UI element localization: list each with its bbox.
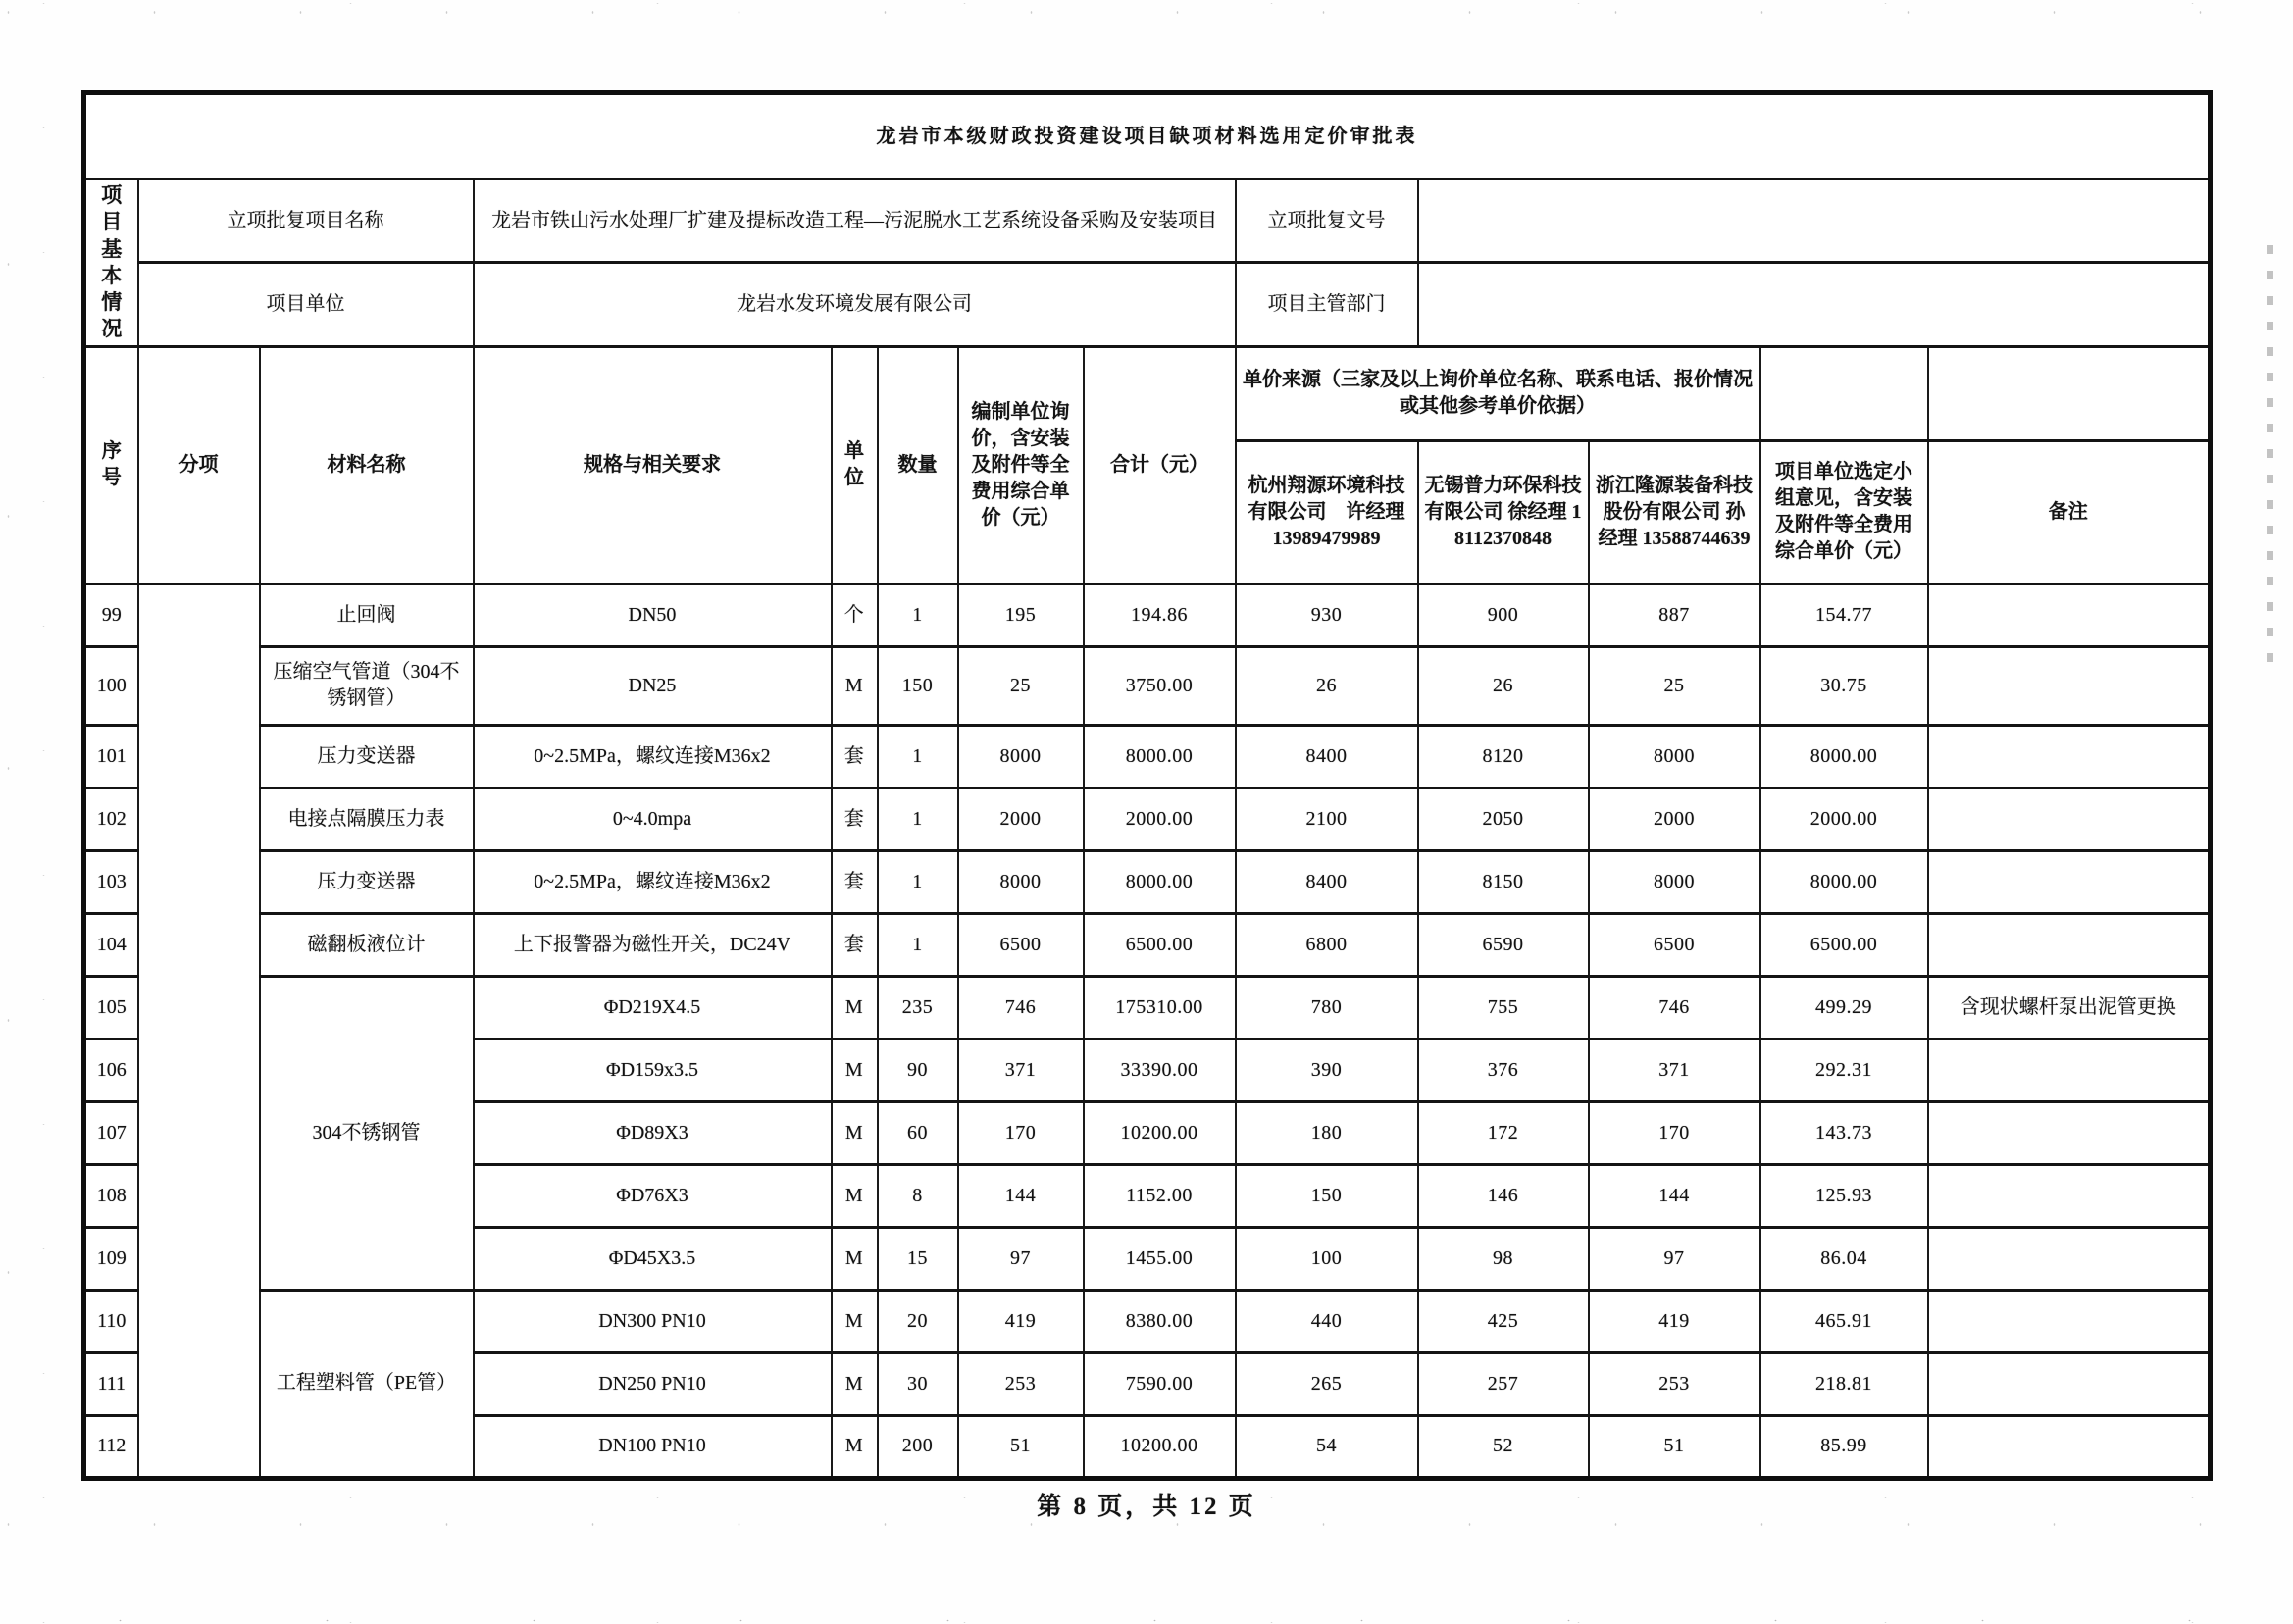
remark-cell [1928,1227,2211,1290]
inquiry-price-cell: 419 [958,1290,1084,1352]
spec-cell: ΦD76X3 [474,1164,832,1227]
unit-cell: 套 [832,850,878,913]
vendor1-price-cell: 8400 [1236,725,1418,787]
approval-form-table [81,90,2213,1481]
selected-price-cell: 6500.00 [1760,913,1928,976]
vendor1-price-cell: 54 [1236,1415,1418,1478]
vendor2-price-cell: 900 [1418,584,1589,646]
info-label-project-name: 立项批复项目名称 [138,179,474,263]
selected-price-cell: 86.04 [1760,1227,1928,1290]
row-seq: 99 [84,584,138,646]
remark-cell [1928,1164,2211,1227]
vendor3-price-cell: 746 [1589,976,1760,1039]
total-cell: 8380.00 [1084,1290,1236,1352]
header-vendor3: 浙江隆源装备科技股份有限公司 孙经理 13588744639 [1589,440,1760,584]
remark-cell [1928,850,2211,913]
qty-cell: 30 [878,1352,958,1415]
unit-cell: M [832,1415,878,1478]
inquiry-price-cell: 195 [958,584,1084,646]
unit-cell: M [832,1101,878,1164]
row-seq: 109 [84,1227,138,1290]
table-row [84,787,2211,850]
unit-cell: M [832,1227,878,1290]
vendor1-price-cell: 265 [1236,1352,1418,1415]
vendor2-price-cell: 172 [1418,1101,1589,1164]
row-seq: 105 [84,976,138,1039]
inquiry-price-cell: 97 [958,1227,1084,1290]
vendor3-price-cell: 8000 [1589,725,1760,787]
header-selected-price: 项目单位选定小组意见，含安装及附件等全费用综合单价（元） [1760,440,1928,584]
total-cell: 194.86 [1084,584,1236,646]
vendor1-price-cell: 8400 [1236,850,1418,913]
table-row [84,913,2211,976]
vendor3-price-cell: 2000 [1589,787,1760,850]
remark-cell [1928,584,2211,646]
vendor1-price-cell: 780 [1236,976,1418,1039]
selected-price-cell: 85.99 [1760,1415,1928,1478]
header-seq: 序号 [84,346,138,584]
inquiry-price-cell: 25 [958,646,1084,725]
vendor3-price-cell: 253 [1589,1352,1760,1415]
header-remark-spacer [1928,346,2211,440]
qty-cell: 1 [878,725,958,787]
vendor2-price-cell: 257 [1418,1352,1589,1415]
header-remark: 备注 [1928,440,2211,584]
total-cell: 10200.00 [1084,1415,1236,1478]
header-unit: 单位 [832,346,878,584]
header-selected-spacer [1760,346,1928,440]
header-qty: 数量 [878,346,958,584]
material-name-cell-merged: 工程塑料管（PE管） [260,1290,474,1478]
vendor1-price-cell: 100 [1236,1227,1418,1290]
material-name-cell-merged: 304不锈钢管 [260,976,474,1290]
header-category: 分项 [138,346,260,584]
inquiry-price-cell: 170 [958,1101,1084,1164]
page-number-footer: 第 8 页，共 12 页 [1037,1494,1256,1520]
unit-cell: M [832,1039,878,1101]
inquiry-price-cell: 144 [958,1164,1084,1227]
vendor2-price-cell: 376 [1418,1039,1589,1101]
qty-cell: 15 [878,1227,958,1290]
vendor3-price-cell: 144 [1589,1164,1760,1227]
total-cell: 1455.00 [1084,1227,1236,1290]
spec-cell: DN100 PN10 [474,1415,832,1478]
inquiry-price-cell: 51 [958,1415,1084,1478]
table-row [84,725,2211,787]
spec-cell: ΦD219X4.5 [474,976,832,1039]
total-cell: 1152.00 [1084,1164,1236,1227]
material-name-cell: 磁翻板液位计 [260,913,474,976]
row-seq: 103 [84,850,138,913]
total-cell: 3750.00 [1084,646,1236,725]
vendor3-price-cell: 371 [1589,1039,1760,1101]
total-cell: 33390.00 [1084,1039,1236,1101]
info-value-approval-doc-no [1418,179,2211,263]
vendor1-price-cell: 440 [1236,1290,1418,1352]
vendor1-price-cell: 930 [1236,584,1418,646]
spec-cell: DN50 [474,584,832,646]
inquiry-price-cell: 2000 [958,787,1084,850]
vendor3-price-cell: 887 [1589,584,1760,646]
selected-price-cell: 292.31 [1760,1039,1928,1101]
selected-price-cell: 8000.00 [1760,850,1928,913]
qty-cell: 200 [878,1415,958,1478]
selected-price-cell: 465.91 [1760,1290,1928,1352]
remark-cell [1928,1101,2211,1164]
unit-cell: 套 [832,913,878,976]
remark-cell [1928,787,2211,850]
remark-cell [1928,913,2211,976]
selected-price-cell: 30.75 [1760,646,1928,725]
inquiry-price-cell: 6500 [958,913,1084,976]
selected-price-cell: 143.73 [1760,1101,1928,1164]
inquiry-price-cell: 253 [958,1352,1084,1415]
vendor1-price-cell: 150 [1236,1164,1418,1227]
info-value-project-unit: 龙岩水发环境发展有限公司 [474,263,1236,346]
table-row [84,850,2211,913]
selected-price-cell: 154.77 [1760,584,1928,646]
remark-cell [1928,725,2211,787]
selected-price-cell: 2000.00 [1760,787,1928,850]
unit-cell: 个 [832,584,878,646]
vendor3-price-cell: 25 [1589,646,1760,725]
qty-cell: 1 [878,584,958,646]
vendor3-price-cell: 170 [1589,1101,1760,1164]
vendor1-price-cell: 26 [1236,646,1418,725]
vendor2-price-cell: 6590 [1418,913,1589,976]
inquiry-price-cell: 8000 [958,850,1084,913]
total-cell: 6500.00 [1084,913,1236,976]
table-row [84,976,2211,1039]
info-value-supervising-dept [1418,263,2211,346]
qty-cell: 1 [878,913,958,976]
vendor1-price-cell: 2100 [1236,787,1418,850]
vendor2-price-cell: 755 [1418,976,1589,1039]
selected-price-cell: 499.29 [1760,976,1928,1039]
total-cell: 7590.00 [1084,1352,1236,1415]
material-name-cell: 电接点隔膜压力表 [260,787,474,850]
header-total: 合计（元） [1084,346,1236,584]
spec-cell: ΦD45X3.5 [474,1227,832,1290]
selected-price-cell: 218.81 [1760,1352,1928,1415]
qty-cell: 150 [878,646,958,725]
info-label-supervising-dept: 项目主管部门 [1236,263,1418,346]
qty-cell: 1 [878,787,958,850]
header-price-source: 单价来源（三家及以上询价单位名称、联系电话、报价情况或其他参考单价依据） [1236,346,1760,440]
remark-cell [1928,1415,2211,1478]
table-row [84,584,2211,646]
info-label-approval-doc-no: 立项批复文号 [1236,179,1418,263]
spec-cell: 0~2.5MPa，螺纹连接M36x2 [474,850,832,913]
qty-cell: 60 [878,1101,958,1164]
inquiry-price-cell: 8000 [958,725,1084,787]
unit-cell: M [832,1164,878,1227]
total-cell: 175310.00 [1084,976,1236,1039]
spec-cell: ΦD89X3 [474,1101,832,1164]
spec-cell: 0~2.5MPa，螺纹连接M36x2 [474,725,832,787]
spec-cell: DN25 [474,646,832,725]
row-seq: 106 [84,1039,138,1101]
total-cell: 2000.00 [1084,787,1236,850]
category-cell-empty [138,584,260,1478]
qty-cell: 8 [878,1164,958,1227]
section-label-text: 项目基本情况 [101,183,123,341]
spec-cell: 上下报警器为磁性开关，DC24V [474,913,832,976]
vendor2-price-cell: 26 [1418,646,1589,725]
total-cell: 8000.00 [1084,725,1236,787]
unit-cell: M [832,976,878,1039]
qty-cell: 1 [878,850,958,913]
material-name-cell: 压力变送器 [260,725,474,787]
form-title: 龙岩市本级财政投资建设项目缺项材料选用定价审批表 [84,93,2211,179]
remark-cell [1928,1352,2211,1415]
spec-cell: DN300 PN10 [474,1290,832,1352]
spec-cell: 0~4.0mpa [474,787,832,850]
material-name-cell: 止回阀 [260,584,474,646]
table-row [84,646,2211,725]
remark-cell: 含现状螺杆泵出泥管更换 [1928,976,2211,1039]
row-seq: 108 [84,1164,138,1227]
header-vendor1: 杭州翔源环境科技有限公司 许经理 13989479989 [1236,440,1418,584]
unit-cell: M [832,646,878,725]
header-inquiry-price: 编制单位询价，含安装及附件等全费用综合单价（元） [958,346,1084,584]
qty-cell: 20 [878,1290,958,1352]
vendor2-price-cell: 8150 [1418,850,1589,913]
remark-cell [1928,646,2211,725]
row-seq: 100 [84,646,138,725]
selected-price-cell: 125.93 [1760,1164,1928,1227]
table-row [84,1290,2211,1352]
material-name-cell: 压力变送器 [260,850,474,913]
info-value-project-name: 龙岩市铁山污水处理厂扩建及提标改造工程—污泥脱水工艺系统设备采购及安装项目 [474,179,1236,263]
unit-cell: M [832,1290,878,1352]
vendor1-price-cell: 6800 [1236,913,1418,976]
header-vendor2: 无锡普力环保科技有限公司 徐经理 18112370848 [1418,440,1589,584]
row-seq: 111 [84,1352,138,1415]
row-seq: 110 [84,1290,138,1352]
section-label-project-basic-info [84,179,138,347]
vendor3-price-cell: 419 [1589,1290,1760,1352]
vendor2-price-cell: 98 [1418,1227,1589,1290]
vendor3-price-cell: 51 [1589,1415,1760,1478]
vendor3-price-cell: 8000 [1589,850,1760,913]
header-spec: 规格与相关要求 [474,346,832,584]
inquiry-price-cell: 371 [958,1039,1084,1101]
row-seq: 112 [84,1415,138,1478]
spec-cell: DN250 PN10 [474,1352,832,1415]
vendor3-price-cell: 97 [1589,1227,1760,1290]
vendor1-price-cell: 390 [1236,1039,1418,1101]
material-name-cell: 压缩空气管道（304不锈钢管） [260,646,474,725]
row-seq: 104 [84,913,138,976]
row-seq: 107 [84,1101,138,1164]
remark-cell [1928,1290,2211,1352]
unit-cell: M [832,1352,878,1415]
header-material: 材料名称 [260,346,474,584]
inquiry-price-cell: 746 [958,976,1084,1039]
total-cell: 10200.00 [1084,1101,1236,1164]
total-cell: 8000.00 [1084,850,1236,913]
vendor3-price-cell: 6500 [1589,913,1760,976]
unit-cell: 套 [832,725,878,787]
scan-bleed-artifact [2267,245,2273,667]
unit-cell: 套 [832,787,878,850]
row-seq: 101 [84,725,138,787]
row-seq: 102 [84,787,138,850]
info-label-project-unit: 项目单位 [138,263,474,346]
vendor2-price-cell: 425 [1418,1290,1589,1352]
qty-cell: 90 [878,1039,958,1101]
vendor2-price-cell: 8120 [1418,725,1589,787]
vendor1-price-cell: 180 [1236,1101,1418,1164]
vendor2-price-cell: 2050 [1418,787,1589,850]
vendor2-price-cell: 52 [1418,1415,1589,1478]
vendor2-price-cell: 146 [1418,1164,1589,1227]
remark-cell [1928,1039,2211,1101]
selected-price-cell: 8000.00 [1760,725,1928,787]
qty-cell: 235 [878,976,958,1039]
spec-cell: ΦD159x3.5 [474,1039,832,1101]
